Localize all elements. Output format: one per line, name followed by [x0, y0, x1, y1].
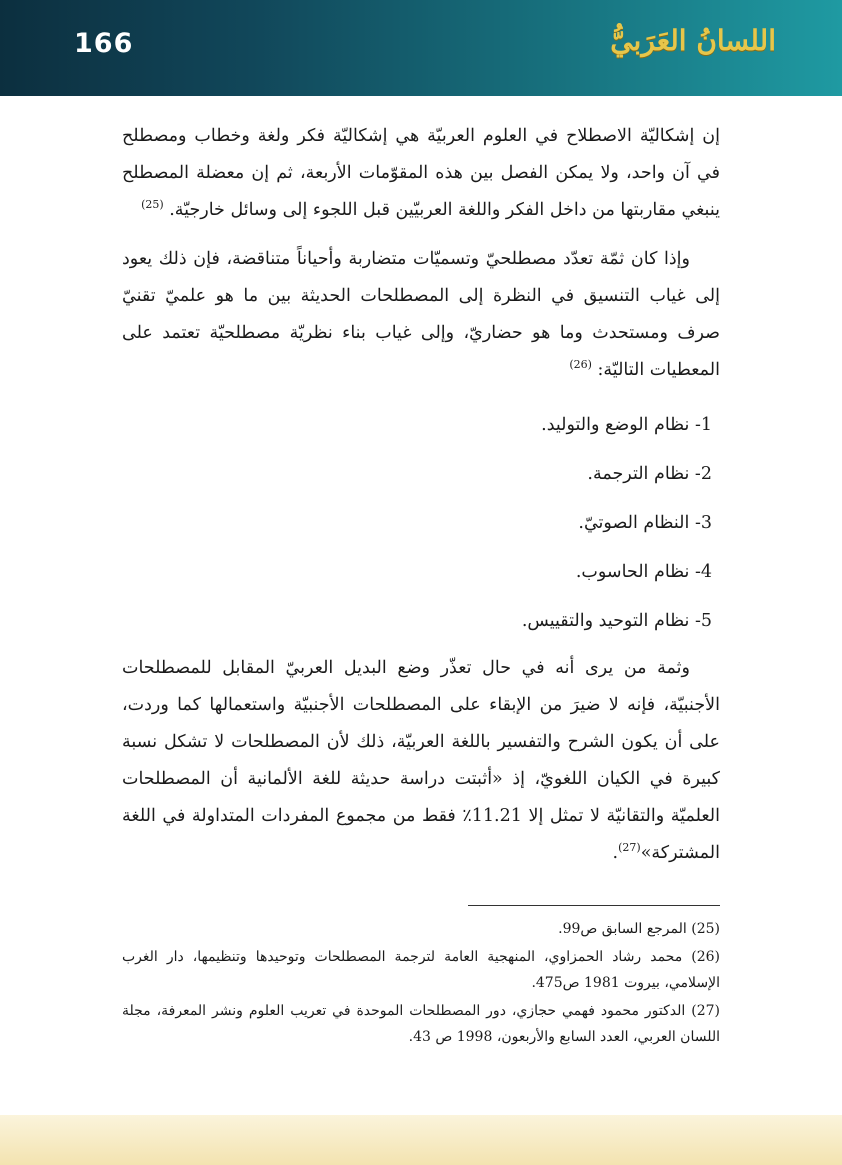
list-item: 2- نظام الترجمة.	[587, 464, 712, 484]
list-item: 5- نظام التوحيد والتقييس.	[521, 611, 712, 631]
footnote-ref-27: (27)	[618, 841, 641, 855]
paragraph-3-end: .	[612, 843, 619, 863]
paragraph-2	[122, 241, 720, 389]
article-body	[122, 118, 720, 884]
footnotes	[122, 916, 720, 1052]
paragraph-3	[122, 650, 720, 872]
paragraph-1	[122, 118, 720, 229]
page-number: 166	[74, 28, 134, 59]
footnote-divider	[468, 905, 720, 906]
footnote-25: (25) المرجع السابق ص99.	[558, 921, 720, 937]
list-item: 1- نظام الوضع والتوليد.	[541, 415, 712, 435]
footnote-ref-25: (25)	[141, 198, 164, 212]
paragraph-3-text: وثمة من يرى أنه في حال تعذّر وضع البديل العربيّ المقابل للمصطلحات الأجنبيّة، فإنه لا ضيرَ من الإبقاء على المصطلحات الأجنبيّة واستعمالها كما وردت، على أن يكون الشرح والتفسير باللغة العربيّة، ذلك لأن المصطلحات لا تشكل نسبة كبيرة في الكيان اللغويّ، إذ «أثبتت دراسة حديثة للغة الألمانية أن المصطلحات العلميّة والتقانيّة لا تمثل إلا 11.21٪ فقط من مجموع المفردات المتداولة في اللغة المشتركة»	[122, 658, 720, 863]
list-item: 3- النظام الصوتيّ.	[578, 513, 712, 533]
paragraph-1-text: إن إشكاليّة الاصطلاح في العلوم العربيّة هي إشكاليّة فكر ولغة وخطاب ومصطلح في آن واحد، ولا يمكن الفصل بين هذه المقوّمات الأربعة، ثم إن معضلة المصطلح ينبغي مقاربتها من داخل الفكر واللغة العربيّين قبل اللجوء إلى وسائل خارجيّة.	[122, 126, 720, 220]
list-item: 4- نظام الحاسوب.	[575, 562, 712, 582]
footnote-26: (26) محمد رشاد الحمزاوي، المنهجية العامة لترجمة المصطلحات وتوحيدها وتنظيمها، دار الغرب الإسلامي، بيروت 1981 ص475.	[122, 949, 720, 991]
footnote-ref-26: (26)	[569, 358, 592, 372]
criteria-list	[122, 401, 720, 646]
journal-logo: اللسانُ العَرَبيُّ	[610, 24, 776, 57]
page-footer	[0, 1115, 842, 1165]
page-header	[0, 0, 842, 96]
footnote-27: (27) الدكتور محمود فهمي حجازي، دور المصطلحات الموحدة في تعريب العلوم ونشر المعرفة، مجلة اللسان العربي، العدد السابع والأربعون، 1998 ص 43.	[122, 1003, 720, 1045]
paragraph-2-text: وإذا كان ثمّة تعدّد مصطلحيّ وتسميّات متضاربة وأحياناً متناقضة، فإن ذلك يعود إلى غياب التنسيق في النظرة إلى المصطلحات الحديثة بين ما هو علميّ تقنيّ صرف ومستحدث وما هو حضاريّ، وإلى غياب بناء نظريّة مصطلحيّة تعتمد على المعطيات التاليّة:	[122, 249, 720, 380]
